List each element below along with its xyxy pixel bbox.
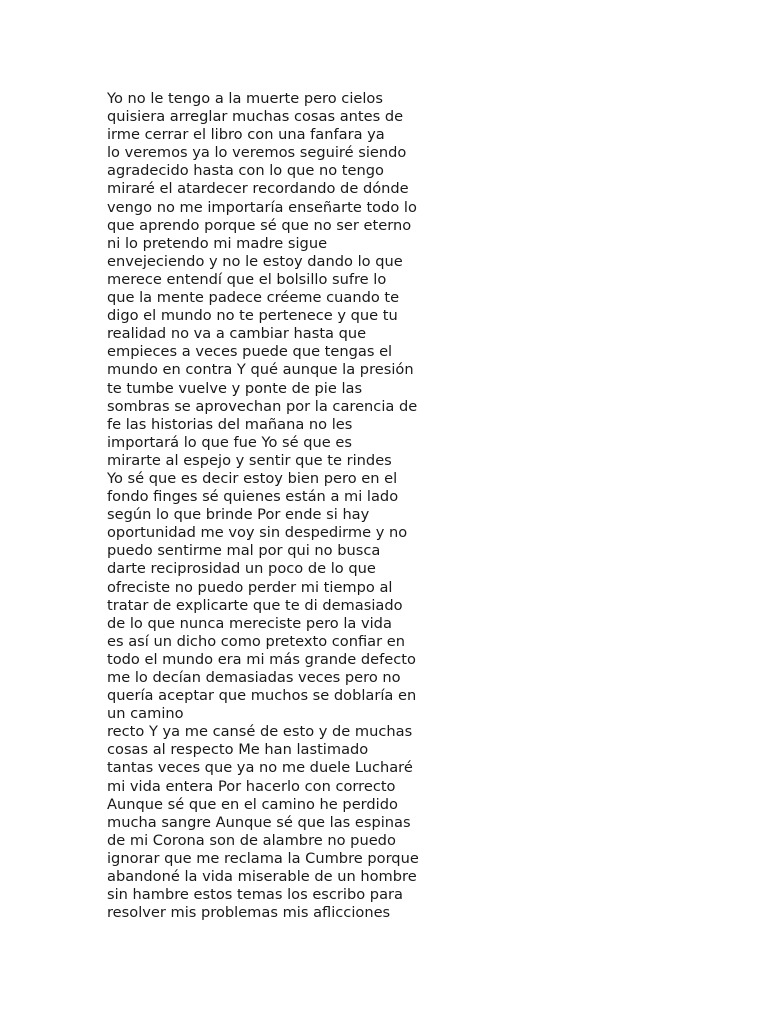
text-line: Yo no le tengo a la muerte pero cielos bbox=[107, 90, 383, 107]
text-line: me lo decían demasiadas veces pero no bbox=[107, 669, 401, 686]
text-line: lo veremos ya lo veremos seguiré siendo bbox=[107, 144, 407, 162]
text-line: miraré el atardecer recordando de dónde bbox=[107, 180, 409, 198]
text-line: envejeciendo y no le estoy dando lo que bbox=[107, 252, 403, 270]
text-line: tantas veces que ya no me duele Lucharé bbox=[107, 759, 413, 777]
text-line: Aunque sé que en el camino he perdido bbox=[107, 795, 398, 813]
text-line: es así un dicho como pretexto confiar en bbox=[107, 632, 405, 650]
text-line: un camino bbox=[107, 705, 184, 723]
text-line: de lo que nunca mereciste pero la vida bbox=[107, 614, 392, 632]
text-line: vengo no me importaría enseñarte todo lo bbox=[107, 198, 417, 216]
text-line: mucha sangre Aunque sé que las espinas bbox=[107, 813, 411, 831]
text-line: merece entendí que el bolsillo sufre lo bbox=[107, 270, 387, 288]
text-line: abandoné la vida miserable de un hombre bbox=[107, 868, 417, 886]
text-line: cosas al respecto Me han lastimado bbox=[107, 741, 369, 759]
text-line: Yo sé que es decir estoy bien pero en el bbox=[107, 469, 398, 487]
text-line: realidad no va a cambiar hasta que bbox=[107, 325, 367, 343]
text-line: importará lo que fue Yo sé que es bbox=[107, 433, 352, 451]
text-line: mundo en contra Y qué aunque la presión bbox=[107, 361, 414, 379]
text-line: que la mente padece créeme cuando te bbox=[107, 289, 400, 307]
text-line: fondo finges sé quienes están a mi lado bbox=[107, 488, 399, 506]
text-line: mi vida entera Por hacerlo con correcto bbox=[107, 777, 396, 795]
text-line: quisiera arreglar muchas cosas antes de bbox=[107, 108, 404, 126]
text-line: sombras se aprovechan por la carencia de bbox=[107, 397, 418, 415]
text-line: ignorar que me reclama la Cumbre porque bbox=[107, 849, 419, 867]
text-line: puedo sentirme mal por qui no busca bbox=[107, 542, 381, 560]
text-line: tratar de explicarte que te di demasiado bbox=[107, 596, 403, 614]
text-line: ni lo pretendo mi madre sigue bbox=[107, 234, 328, 252]
text-line: ofreciste no puedo perder mi tiempo al bbox=[107, 578, 393, 596]
text-line: oportunidad me voy sin despedirme y no bbox=[107, 524, 408, 542]
text-line: quería aceptar que muchos se doblaría en bbox=[107, 687, 417, 705]
text-line: mirarte al espejo y sentir que te rindes bbox=[107, 451, 392, 469]
text-line: todo el mundo era mi más grande defecto bbox=[107, 650, 416, 668]
text-line: recto Y ya me cansé de esto y de muchas bbox=[107, 723, 413, 741]
text-line: irme cerrar el libro con una fanfara ya bbox=[107, 126, 385, 144]
text-line: darte reciprosidad un poco de lo que bbox=[107, 560, 376, 578]
text-line: sin hambre estos temas los escribo para bbox=[107, 886, 403, 904]
text-line: agradecido hasta con lo que no tengo bbox=[107, 162, 384, 180]
text-line: según lo que brinde Por ende si hay bbox=[107, 506, 370, 524]
text-line: empieces a veces puede que tengas el bbox=[107, 343, 393, 361]
text-line: que aprendo porque sé que no ser eterno bbox=[107, 216, 412, 234]
text-line: fe las historias del mañana no les bbox=[107, 415, 353, 433]
text-line: de mi Corona son de alambre no puedo bbox=[107, 831, 396, 849]
body-text bbox=[107, 90, 447, 922]
text-line: te tumbe vuelve y ponte de pie las bbox=[107, 379, 363, 397]
text-line: resolver mis problemas mis aflicciones bbox=[107, 904, 391, 922]
text-line: digo el mundo no te pertenece y que tu bbox=[107, 307, 398, 325]
